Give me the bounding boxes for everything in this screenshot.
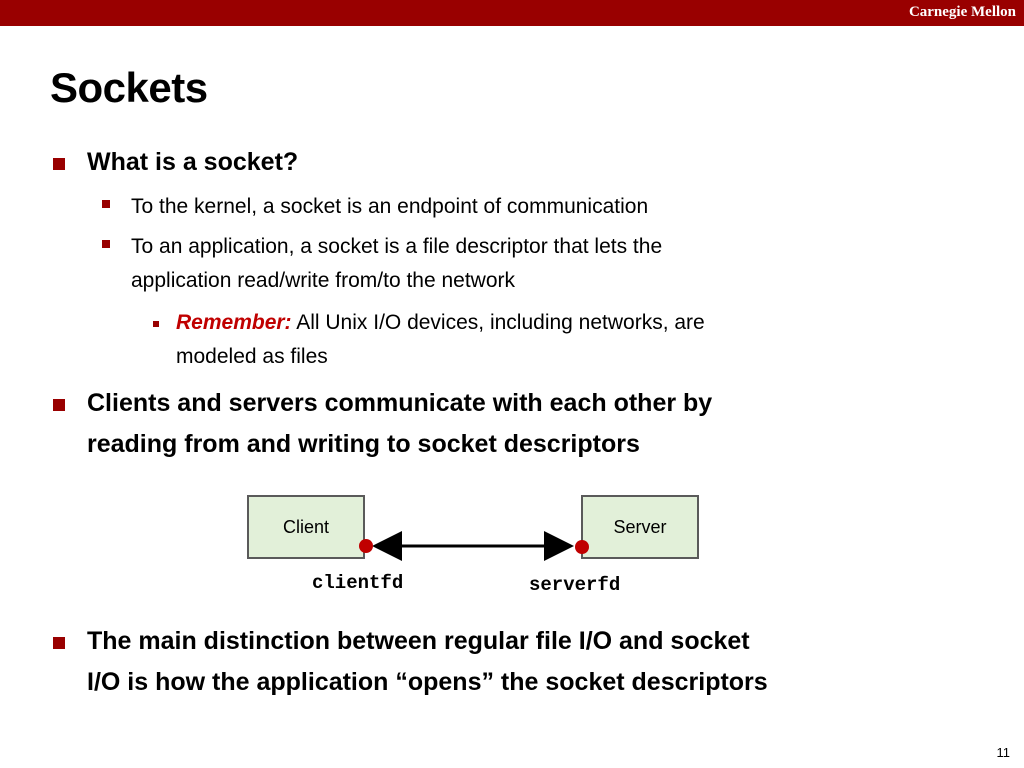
sub-bullet-text: To an application, a socket is a file descriptor that lets the xyxy=(131,235,663,258)
subsub-bullet-text: modeled as files xyxy=(176,345,328,368)
bullet-text: I/O is how the application “opens” the socket descriptors xyxy=(87,668,768,696)
remember-label: Remember: xyxy=(176,311,292,334)
client-socket-dot xyxy=(359,539,373,553)
sub-bullet-text: To the kernel, a socket is an endpoint of communication xyxy=(131,195,649,218)
server-label: Server xyxy=(613,516,667,537)
serverfd-label: serverfd xyxy=(529,574,621,596)
page-number: 11 xyxy=(996,745,1010,760)
bullet-text: What is a socket? xyxy=(87,148,299,176)
bullet-marker xyxy=(53,637,65,649)
client-label: Client xyxy=(282,516,330,537)
bullet-text: Clients and servers communicate with each other by xyxy=(87,389,713,417)
server-socket-dot xyxy=(575,540,589,554)
sub-bullet-text: application read/write from/to the network xyxy=(131,269,516,292)
clientfd-label: clientfd xyxy=(312,572,404,594)
slide-title: Sockets xyxy=(50,64,208,111)
bullet-text: reading from and writing to socket descriptors xyxy=(87,430,640,458)
remember-text: All Unix I/O devices, including networks, are xyxy=(291,311,705,334)
bullet-text: The main distinction between regular file I/O and socket xyxy=(87,627,750,655)
brand-text: Carnegie Mellon xyxy=(908,4,1016,20)
